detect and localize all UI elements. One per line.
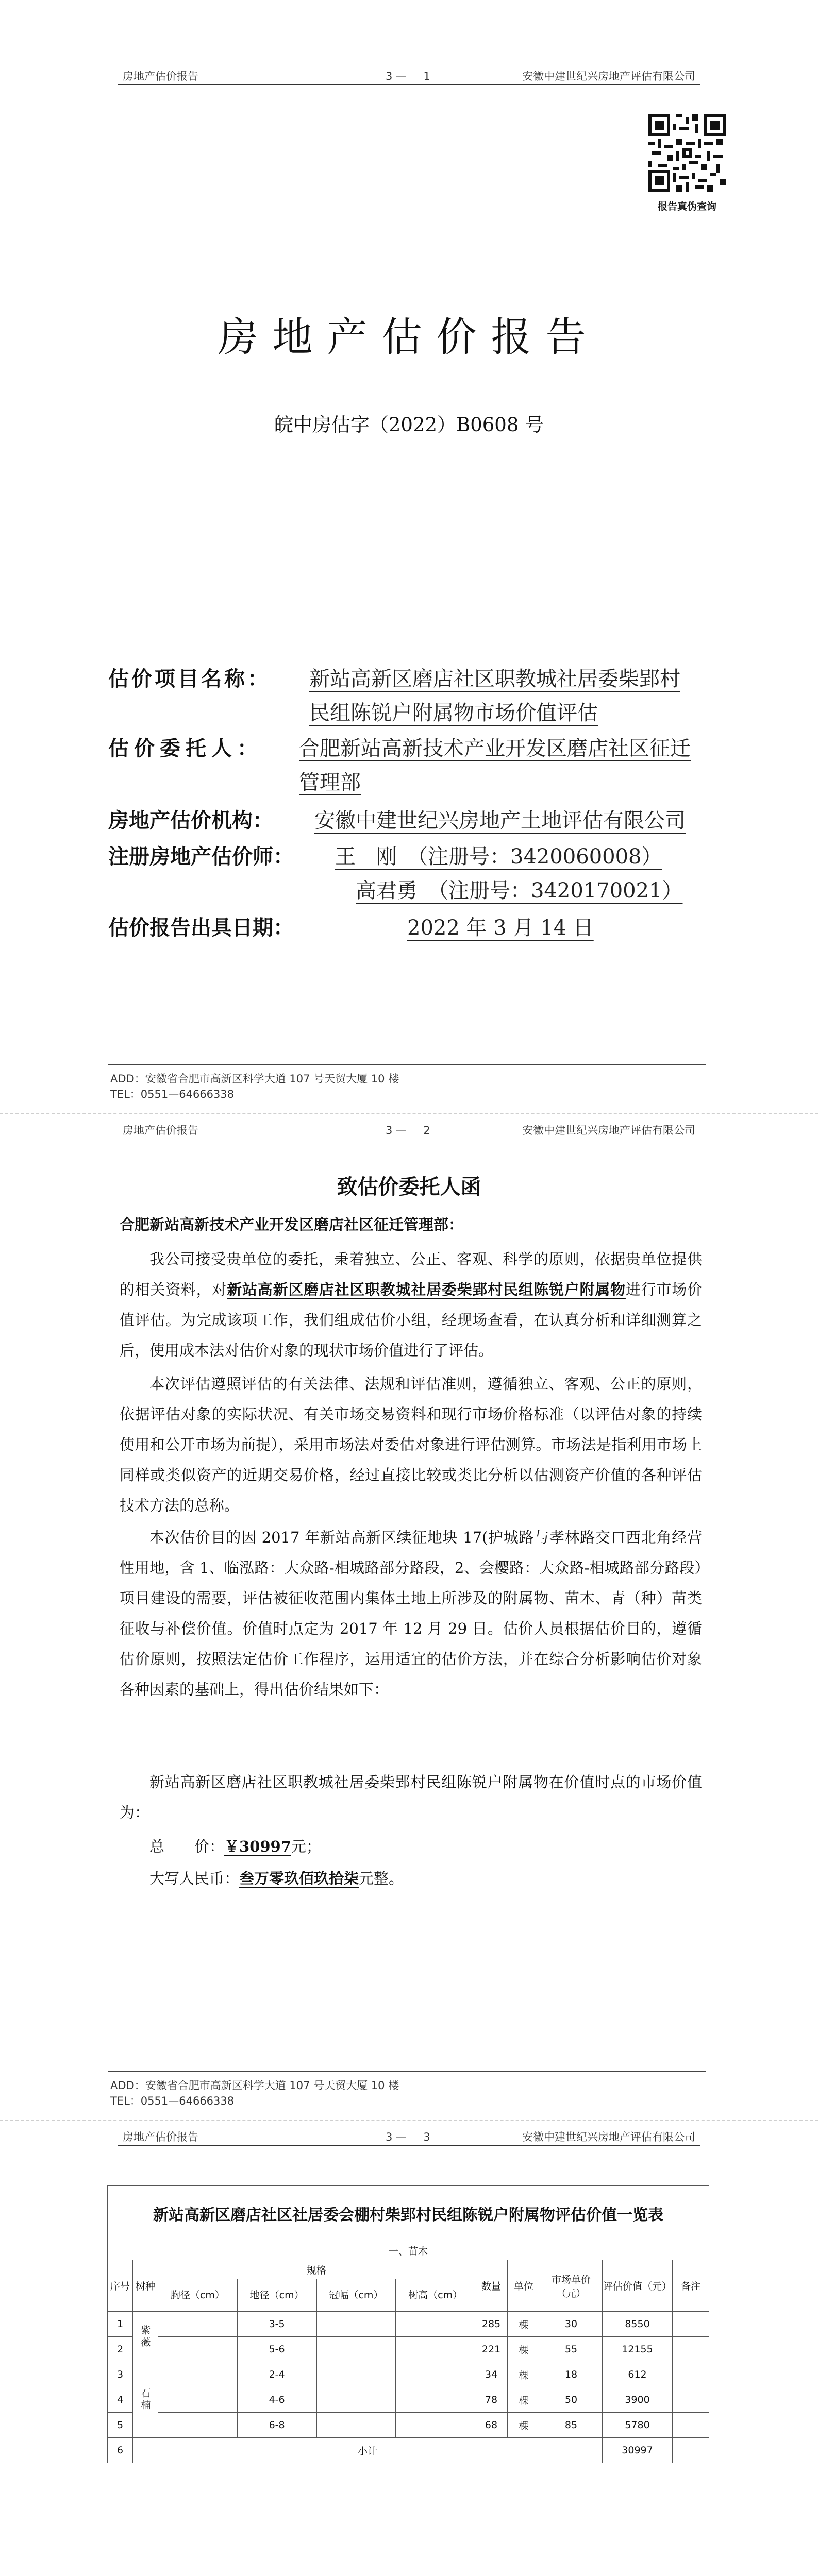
cell-crown [316,2413,396,2438]
cover-label: 房地产估价机构： [108,808,273,833]
cell-price: 50 [540,2387,603,2413]
cover-value: 新站高新区磨店社区职教城社居委柴郢村 [309,667,680,691]
cell-remark [673,2387,709,2413]
upper-label: 大写人民币： [149,1870,240,1887]
cell-unit: 棵 [508,2387,540,2413]
cell-price: 30 [540,2312,603,2337]
report-number: 皖中房估字（2022）B0608 号 [274,414,544,436]
page-header-1 [118,67,700,85]
th-spec: 规格 [158,2260,475,2279]
text-run: 新站高新区磨店社区职教城社居委柴郢村民组陈锐户附属物在价值时点的市场价值为： [120,1773,702,1821]
cover-label: 估价报告出具日期： [108,916,294,940]
cover-value: 合肥新站高新技术产业开发区磨店社区征迁 [299,737,691,760]
page-number: 3— 1 [386,70,433,82]
cell-ground: 3-5 [237,2312,316,2337]
cell-height [396,2337,475,2362]
cover-value: 高君勇 （注册号：3420170021） [356,879,683,903]
total-unit: 元； [291,1838,321,1855]
cell-value: 8550 [603,2312,673,2337]
cell-qty: 68 [475,2413,508,2438]
cell-crown [316,2337,396,2362]
cell-height [396,2413,475,2438]
page-footer-1 [108,1064,706,1102]
total-price-line [149,1835,321,1856]
letter-paragraph-1 [120,1244,702,1366]
cell-value: 612 [603,2362,673,2387]
th-qty: 数量 [475,2260,508,2312]
cell-unit: 棵 [508,2413,540,2438]
cell-ground: 5-6 [237,2337,316,2362]
upper-price-line [149,1867,404,1888]
th-species: 树种 [133,2260,158,2312]
page-header-2 [118,1121,700,1139]
cell-price: 85 [540,2413,603,2438]
cell-species: 紫薇 [133,2312,158,2362]
text-run: 我公司接受贵单位的委托，秉着独立、公正、客观、科学的原则，依据贵单位提供的相关资料，对 [120,1250,702,1298]
cover-label: 估价委托人： [108,736,263,760]
cover-value: 安徽中建世纪兴房地产土地评估有限公司 [314,809,686,833]
cell-height [396,2362,475,2387]
table-row [108,2337,709,2362]
footer-address: ADD：安徽省合肥市高新区科学大道 107 号天贸大厦 10 楼 [110,1073,399,1085]
page-number: 3— 2 [386,1124,433,1137]
cell-trunk [158,2413,238,2438]
project-name-emphasis: 新站高新区磨店社区职教城社居委柴郢村民组陈锐户附属物 [227,1281,626,1298]
cell-unit: 棵 [508,2312,540,2337]
cell-qty: 221 [475,2337,508,2362]
table-subtotal-row [108,2438,709,2463]
subtotal-label: 小计 [133,2438,603,2463]
cell-height [396,2387,475,2413]
cell-value: 5780 [603,2413,673,2438]
cell-crown [316,2312,396,2337]
cell-crown [316,2387,396,2413]
cell-no: 6 [108,2438,133,2463]
cell-no: 2 [108,2337,133,2362]
letter-addressee: 合肥新站高新技术产业开发区磨店社区征迁管理部： [120,1216,464,1233]
upper-value: 叁万零玖佰玖拾柒 [239,1870,359,1887]
table-section: 一、苗木 [108,2241,709,2260]
cover-value: 管理部 [299,771,361,794]
cover-value: 2022 年 3 月 14 日 [407,916,594,940]
cell-unit: 棵 [508,2337,540,2362]
letter-paragraph-3 [120,1522,702,1705]
table-title: 新站高新区磨店社区社居委会棚村柴郢村民组陈锐户附属物评估价值一览表 [108,2186,709,2241]
th-height: 树高（cm） [396,2279,475,2312]
cell-remark [673,2312,709,2337]
cell-trunk [158,2387,238,2413]
th-no: 序号 [108,2260,133,2312]
total-value: ￥30997 [224,1838,291,1855]
footer-tel: TEL：0551—64666338 [110,2095,235,2107]
cell-value: 12155 [603,2337,673,2362]
cell-qty: 78 [475,2387,508,2413]
cell-trunk [158,2337,238,2362]
table-row [108,2312,709,2337]
cell-no: 3 [108,2362,133,2387]
letter-title: 致估价委托人函 [337,1175,481,1199]
cover-row-client [108,732,742,794]
footer-address: ADD：安徽省合肥市高新区科学大道 107 号天贸大厦 10 楼 [110,2079,399,2092]
page-header-3 [118,2128,700,2146]
page-separator [0,1113,818,1114]
total-label: 总 价： [149,1838,225,1855]
cover-row-project [108,662,742,725]
cell-no: 5 [108,2413,133,2438]
cover-row-appraiser [108,840,742,903]
cell-remark [673,2362,709,2387]
cell-no: 4 [108,2387,133,2413]
cell-remark [673,2413,709,2438]
th-price: 市场单价（元） [540,2260,603,2312]
cover-label: 估价项目名称： [108,667,271,691]
th-crown: 冠幅（cm） [316,2279,396,2312]
qr-code[interactable] [648,114,726,192]
header-right: 安徽中建世纪兴房地产评估有限公司 [522,1124,695,1137]
subtotal-value: 30997 [603,2438,673,2463]
th-unit: 单位 [508,2260,540,2312]
text-run: 进行市场价值评估。为完成该项工作，我们组成估价小组，经现场查看，在认真分析和详细测算之后，使用成本法对估价对象的现状市场价值进行了评估。 [120,1281,702,1359]
cell-trunk [158,2362,238,2387]
cell-price: 18 [540,2362,603,2387]
th-ground: 地径（cm） [237,2279,316,2312]
report-title: 房地产估价报告 [218,314,600,361]
cell-price: 55 [540,2337,603,2362]
table-row [108,2387,709,2413]
page-footer-2 [108,2071,706,2109]
page-number: 3— 3 [386,2131,433,2143]
cell-unit: 棵 [508,2362,540,2387]
cell-ground: 2-4 [237,2362,316,2387]
table-row [108,2413,709,2438]
th-trunk: 胸径（cm） [158,2279,238,2312]
cell-height [396,2312,475,2337]
th-remark: 备注 [673,2260,709,2312]
cover-value: 民组陈锐户附属物市场价值评估 [309,701,598,725]
header-right: 安徽中建世纪兴房地产评估有限公司 [522,70,695,82]
header-right: 安徽中建世纪兴房地产评估有限公司 [522,2131,695,2143]
letter-paragraph-2 [120,1369,702,1521]
cover-row-agency [108,804,742,838]
upper-unit: 元整。 [359,1870,404,1887]
header-left: 房地产估价报告 [123,70,198,82]
valuation-table [107,2185,709,2463]
header-left: 房地产估价报告 [123,2131,198,2143]
text-run: 本次估价目的因 2017 年新站高新区续征地块 17(护城路与孝林路交口西北角经营性用地，含 1、临泓路：大众路-相城路部分路段，2、会樱路：大众路-相城路部分路段）项目建设的需要，评估被征收范围内集体土地上所涉及的附属物、苗木、青（种）苗类征收与补偿价值。价值时点定为 2017 年 12 月 29 日。估价人员根据估价目的，遵循估价原则，按照法定估价工作程序，运用适宜的估价方法，并在综合分析影响估价对象各种因素的基础上，得出估价结果如下： [120,1529,702,1698]
cell-qty: 285 [475,2312,508,2337]
letter-paragraph-4 [120,1767,702,1828]
footer-tel: TEL：0551—64666338 [110,1088,235,1100]
header-left: 房地产估价报告 [123,1124,198,1137]
cover-label: 注册房地产估价师： [108,844,294,869]
cell-species: 石楠 [133,2362,158,2438]
th-value: 评估价值（元） [603,2260,673,2312]
qr-caption: 报告真伪查询 [657,201,716,212]
cover-row-date [108,911,742,945]
cell-remark [673,2337,709,2362]
cell-ground: 6-8 [237,2413,316,2438]
cell-ground: 4-6 [237,2387,316,2413]
table-row [108,2362,709,2387]
cover-value: 王 刚 （注册号：3420060008） [335,845,662,869]
cell-value: 3900 [603,2387,673,2413]
cell-no: 1 [108,2312,133,2337]
text-run: 本次评估遵照评估的有关法律、法规和评估准则，遵循独立、客观、公正的原则，依据评估对象的实际状况、有关市场交易资料和现行市场价格标准（以评估对象的持续使用和公开市场为前提），采用市场法对委估对象进行评估测算。市场法是指利用市场上同样或类似资产的近期交易价格，经过直接比较或类比分析以估测资产价值的各种评估技术方法的总称。 [120,1375,702,1514]
cell-trunk [158,2312,238,2337]
cell-qty: 34 [475,2362,508,2387]
cell-remark [673,2438,709,2463]
cell-crown [316,2362,396,2387]
page-separator [0,2120,818,2121]
